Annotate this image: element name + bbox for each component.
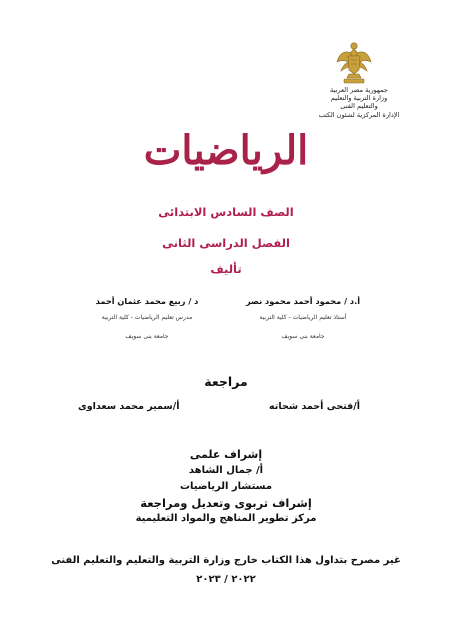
distribution-notice: غير مصرح بتداول هذا الكتاب خارج وزارة التربية والتعليم والتعليم الفنى: [51, 555, 401, 566]
reviewer-2: أ/سمير محمد سعداوى: [78, 401, 180, 412]
ministry-line: جمهورية مصر العربية: [330, 86, 388, 94]
book-title: الرياضيات: [143, 127, 309, 174]
scientific-supervision-label: إشراف علمى: [189, 448, 263, 461]
educational-supervision-label: إشراف تربوى وتعديل ومراجعة: [140, 496, 312, 510]
ministry-line: والتعليم الفنى: [340, 102, 378, 111]
reviewer-1: أ/فتحى أحمد شحاته: [269, 401, 360, 412]
scientific-supervisor-role: مستشار الرياضيات: [179, 481, 273, 492]
academic-year: ٢٠٢٢ / ٢٠٢٣: [196, 574, 256, 585]
author-name: أ.د / محمود أحمد محمود نصر: [245, 296, 361, 306]
author-1: [238, 296, 368, 340]
grade-label: الصف السادس الابتدائى: [158, 205, 294, 219]
author-name: د / ربيع محمد عثمان أحمد: [95, 296, 199, 306]
author-university: جامعة بنى سويف: [281, 333, 325, 340]
ministry-line: وزارة التربية والتعليم: [330, 94, 388, 103]
author-role: مدرس تعليم الرياضيات - كلية التربية: [101, 314, 193, 321]
scientific-supervisor-name: أ/ جمال الشاهد: [188, 465, 264, 476]
author-university: جامعة بنى سويف: [125, 333, 169, 340]
author-2: [82, 296, 212, 340]
ministry-line: الإدارة المركزية لشئون الكتب: [318, 110, 400, 119]
author-role: أستاذ تعليم الرياضيات - كلية التربية: [259, 314, 347, 321]
eagle-emblem-icon: [336, 40, 372, 86]
ministry-header: [304, 86, 414, 119]
educational-supervision-org: مركز تطوير المناهج والمواد التعليمية: [135, 513, 317, 524]
term-label: الفصل الدراسى الثانى: [162, 236, 290, 250]
review-label: مراجعة: [204, 374, 248, 389]
authorship-label: تأليف: [210, 262, 242, 276]
